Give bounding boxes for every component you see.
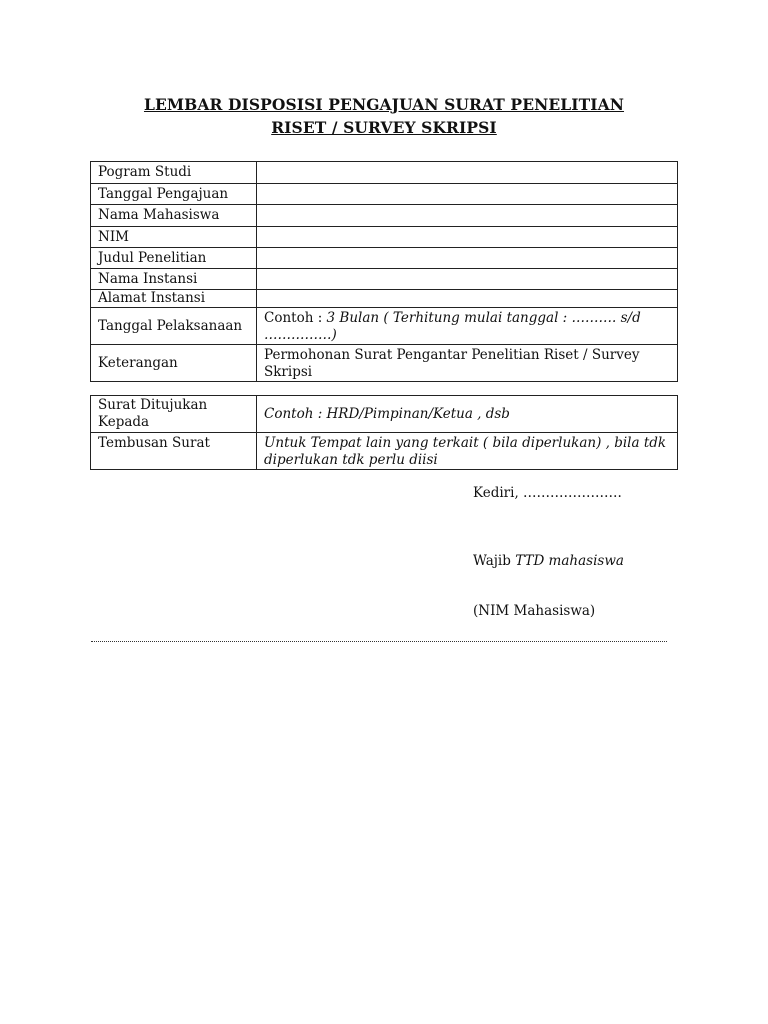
table-row xyxy=(91,290,678,308)
form-table xyxy=(90,161,678,382)
field-label-tanggal-pengajuan: Tanggal Pengajuan xyxy=(91,184,257,205)
field-label-tembusan-surat: Tembusan Surat xyxy=(91,433,257,470)
signature-prefix: Wajib xyxy=(473,553,516,569)
place-date: Kediri, …………………. xyxy=(473,485,622,501)
field-value-keterangan: Permohonan Surat Pengantar Penelitian Riset / Survey Skripsi xyxy=(257,345,678,382)
field-label-nama-instansi: Nama Instansi xyxy=(91,269,257,290)
signature-note xyxy=(473,553,624,569)
table-row xyxy=(91,396,678,433)
field-value-nama-mahasiswa[interactable] xyxy=(257,205,678,227)
table-row xyxy=(91,345,678,382)
table-row xyxy=(91,433,678,470)
table-row xyxy=(91,308,678,345)
document-title: LEMBAR DISPOSISI PENGAJUAN SURAT PENELITIAN xyxy=(143,95,625,114)
field-value-tanggal-pengajuan[interactable] xyxy=(257,184,678,205)
distribution-table xyxy=(90,395,678,470)
field-value-program-studi[interactable] xyxy=(257,162,678,184)
field-value-alamat-instansi[interactable] xyxy=(257,290,678,308)
field-value-judul-penelitian[interactable] xyxy=(257,248,678,269)
field-value-surat-ditujukan[interactable]: Contoh : HRD/Pimpinan/Ketua , dsb xyxy=(257,396,678,433)
field-label-tanggal-pelaksanaan: Tanggal Pelaksanaan xyxy=(91,308,257,345)
example-prefix: Contoh : xyxy=(264,310,327,326)
field-value-nama-instansi[interactable] xyxy=(257,269,678,290)
field-label-surat-ditujukan: Surat Ditujukan Kepada xyxy=(91,396,257,433)
cut-line-divider xyxy=(91,641,667,642)
table-row xyxy=(91,184,678,205)
table-row xyxy=(91,162,678,184)
field-label-judul-penelitian: Judul Penelitian xyxy=(91,248,257,269)
field-label-nim: NIM xyxy=(91,227,257,248)
field-label-keterangan: Keterangan xyxy=(91,345,257,382)
document-subtitle: RISET / SURVEY SKRIPSI xyxy=(271,118,497,137)
table-row xyxy=(91,269,678,290)
nim-placeholder: (NIM Mahasiswa) xyxy=(473,603,596,619)
field-label-alamat-instansi: Alamat Instansi xyxy=(91,290,257,308)
example-text: 3 Bulan ( Terhitung mulai tanggal : ………. s/d ……………) xyxy=(264,310,641,343)
signature-requirement: TTD mahasiswa xyxy=(515,553,624,569)
field-label-nama-mahasiswa: Nama Mahasiswa xyxy=(91,205,257,227)
table-row xyxy=(91,227,678,248)
field-label-program-studi: Pogram Studi xyxy=(91,162,257,184)
field-value-tembusan-surat[interactable]: Untuk Tempat lain yang terkait ( bila diperlukan) , bila tdk diperlukan tdk perlu diisi xyxy=(257,433,678,470)
table-row xyxy=(91,205,678,227)
field-value-nim[interactable] xyxy=(257,227,678,248)
field-value-tanggal-pelaksanaan[interactable] xyxy=(257,308,678,345)
table-row xyxy=(91,248,678,269)
